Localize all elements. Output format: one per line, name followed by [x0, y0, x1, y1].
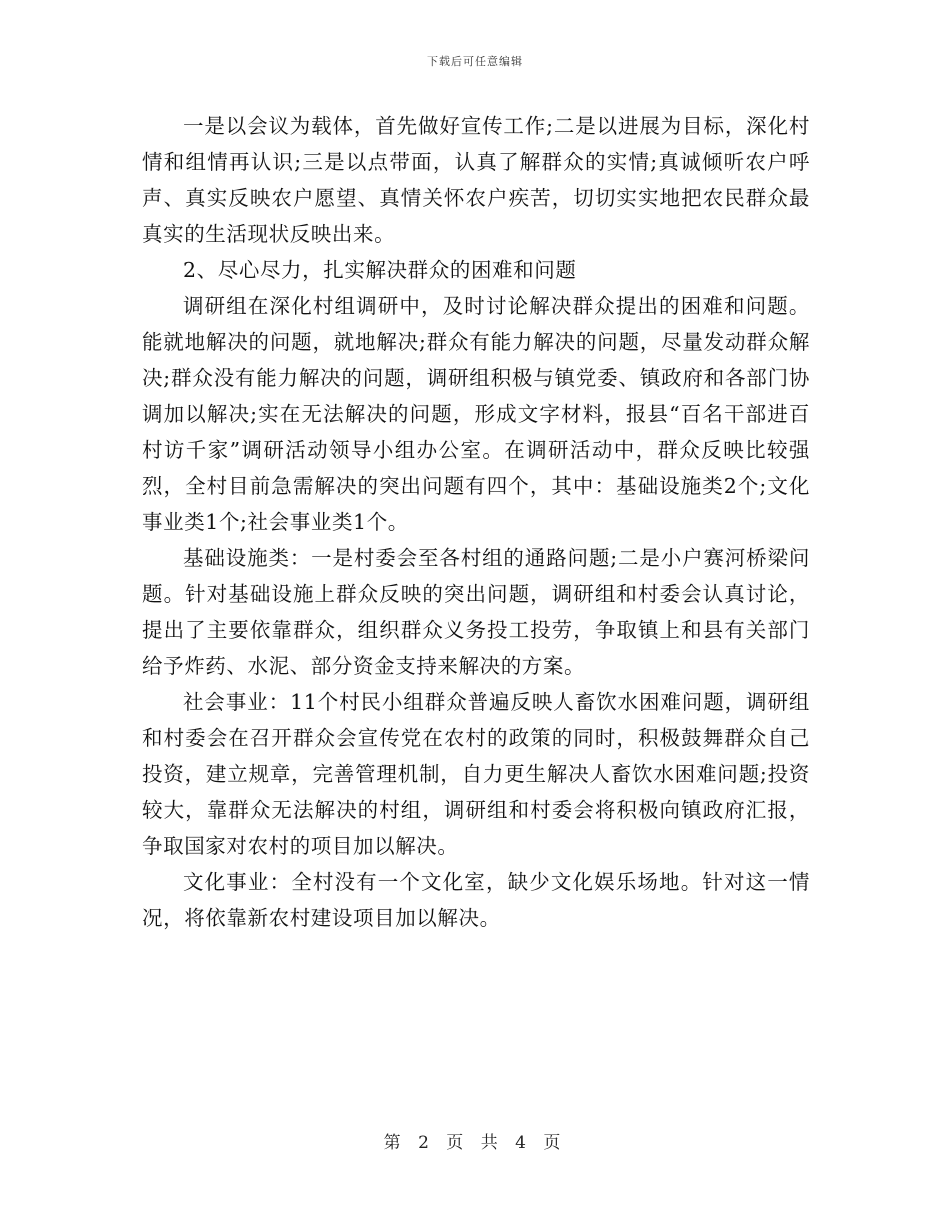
paragraph-meeting-method: 一是以会议为载体，首先做好宣传工作;二是以进展为目标，深化村情和组情再认识;三是以点带面，认真了解群众的实情;真诚倾听农户呼声、真实反映农户愿望、真情关怀农户疾苦，切切实实地把农民群众最真实的生活现状反映出来。 — [142, 114, 810, 246]
paragraph-research-group: 调研组在深化村组调研中，及时讨论解决群众提出的困难和问题。能就地解决的问题，就地解决;群众有能力解决的问题，尽量发动群众解决;群众没有能力解决的问题，调研组积极与镇党委、镇政府和各部门协调加以解决;实在无法解决的问题，形成文字材料，报县“百名干部进百村访千家”调研活动领导小组办公室。在调研活动中，群众反映比较强烈，全村目前急需解决的突出问题有四个，其中：基础设施类2个;文化事业类1个;社会事业类1个。 — [142, 294, 810, 534]
paragraph-social-affairs: 社会事业：11个村民小组群众普遍反映人畜饮水困难问题，调研组和村委会在召开群众会宣传党在农村的政策的同时，积极鼓舞群众自己投资，建立规章，完善管理机制，自力更生解决人畜饮水困难问题;投资较大，靠群众无法解决的村组，调研组和村委会将积极向镇政府汇报，争取国家对农村的项目加以解决。 — [142, 690, 810, 858]
paragraph-infrastructure: 基础设施类：一是村委会至各村组的通路问题;二是小户赛河桥梁问题。针对基础设施上群众反映的突出问题，调研组和村委会认真讨论，提出了主要依靠群众，组织群众义务投工投劳，争取镇上和县有关部门给予炸药、水泥、部分资金支持来解决的方案。 — [142, 546, 810, 678]
page-number-footer: 第 2 页 共 4 页 — [383, 1133, 567, 1153]
paragraph-cultural-affairs: 文化事业：全村没有一个文化室，缺少文化娱乐场地。针对这一情况，将依靠新农村建设项目加以解决。 — [142, 870, 810, 930]
section-heading-solve-problems: 2、尽心尽力，扎实解决群众的困难和问题 — [183, 258, 577, 282]
page-header: 下载后可任意编辑 — [427, 55, 523, 68]
document-body — [142, 108, 810, 936]
